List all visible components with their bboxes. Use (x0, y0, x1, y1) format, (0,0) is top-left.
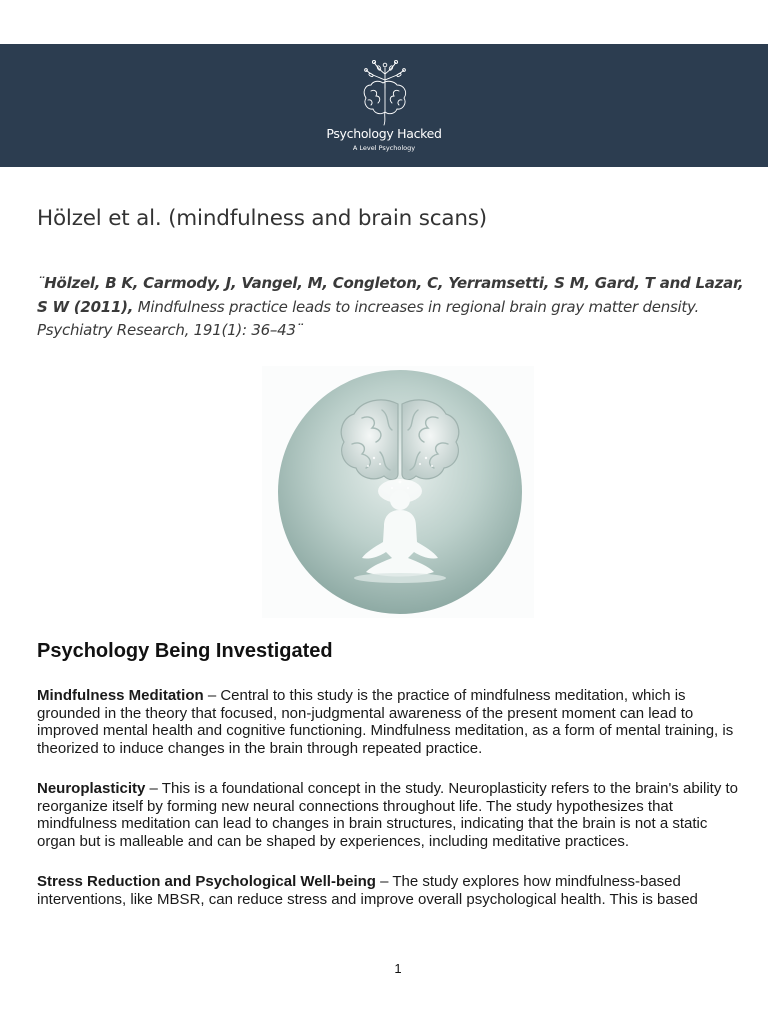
paragraph-mindfulness (37, 687, 749, 757)
paragraph-term: Stress Reduction and Psychological Well-being (37, 873, 376, 890)
paragraph-text: – The study explores how mindfulness-based interventions, like MBSR, can reduce stress and improve overall psychological health. This is based (37, 873, 698, 908)
logo-title: Psychology Hacked (326, 126, 442, 141)
meditation-brain-illustration (262, 366, 534, 618)
paragraph-stress-reduction (37, 873, 749, 908)
site-header-banner (0, 44, 768, 167)
brain-tree-icon (356, 58, 414, 128)
meditating-figure-brain-illustration (262, 366, 534, 618)
section-heading: Psychology Being Investigated (37, 640, 333, 662)
citation-authors: Hölzel, B K, Carmody, J, Vangel, M, Congleton, C, Yerramsetti, S M, Gard, T and Lazar, S W (2011), (37, 274, 744, 316)
paragraph-term: Mindfulness Meditation (37, 687, 204, 704)
logo-subtitle: A Level Psychology (352, 144, 416, 152)
paragraph-term: Neuroplasticity (37, 780, 146, 797)
page-number: 1 (394, 961, 402, 976)
paragraph-text: – Central to this study is the practice of mindfulness meditation, which is grounded in the theory that focused, non-judgmental awareness of the present moment can lead to improved mental health and cognitive functioning. Mindfulness meditation, as a form of mental training, is theorized to induce changes in the brain through repeated practice. (37, 687, 734, 757)
citation-title-journal: Mindfulness practice leads to increases in regional brain gray matter density. Psychiatry Research, 191(1): 36–43 (37, 297, 700, 339)
citation-close-quote: ¨ (295, 321, 304, 339)
paragraph-text: – This is a foundational concept in the study. Neuroplasticity refers to the brain's ability to reorganize itself by forming new neural connections throughout life. The study hypothesizes that mindfulness meditation can lead to changes in brain structures, indicating that the brain is not a static organ but is malleable and can be shaped by experiences, including meditative practices. (37, 780, 738, 850)
citation (37, 272, 747, 343)
citation-open-quote: ¨ (37, 274, 45, 292)
paragraph-neuroplasticity (37, 780, 749, 850)
document-title: Hölzel et al. (mindfulness and brain scans) (37, 206, 487, 231)
